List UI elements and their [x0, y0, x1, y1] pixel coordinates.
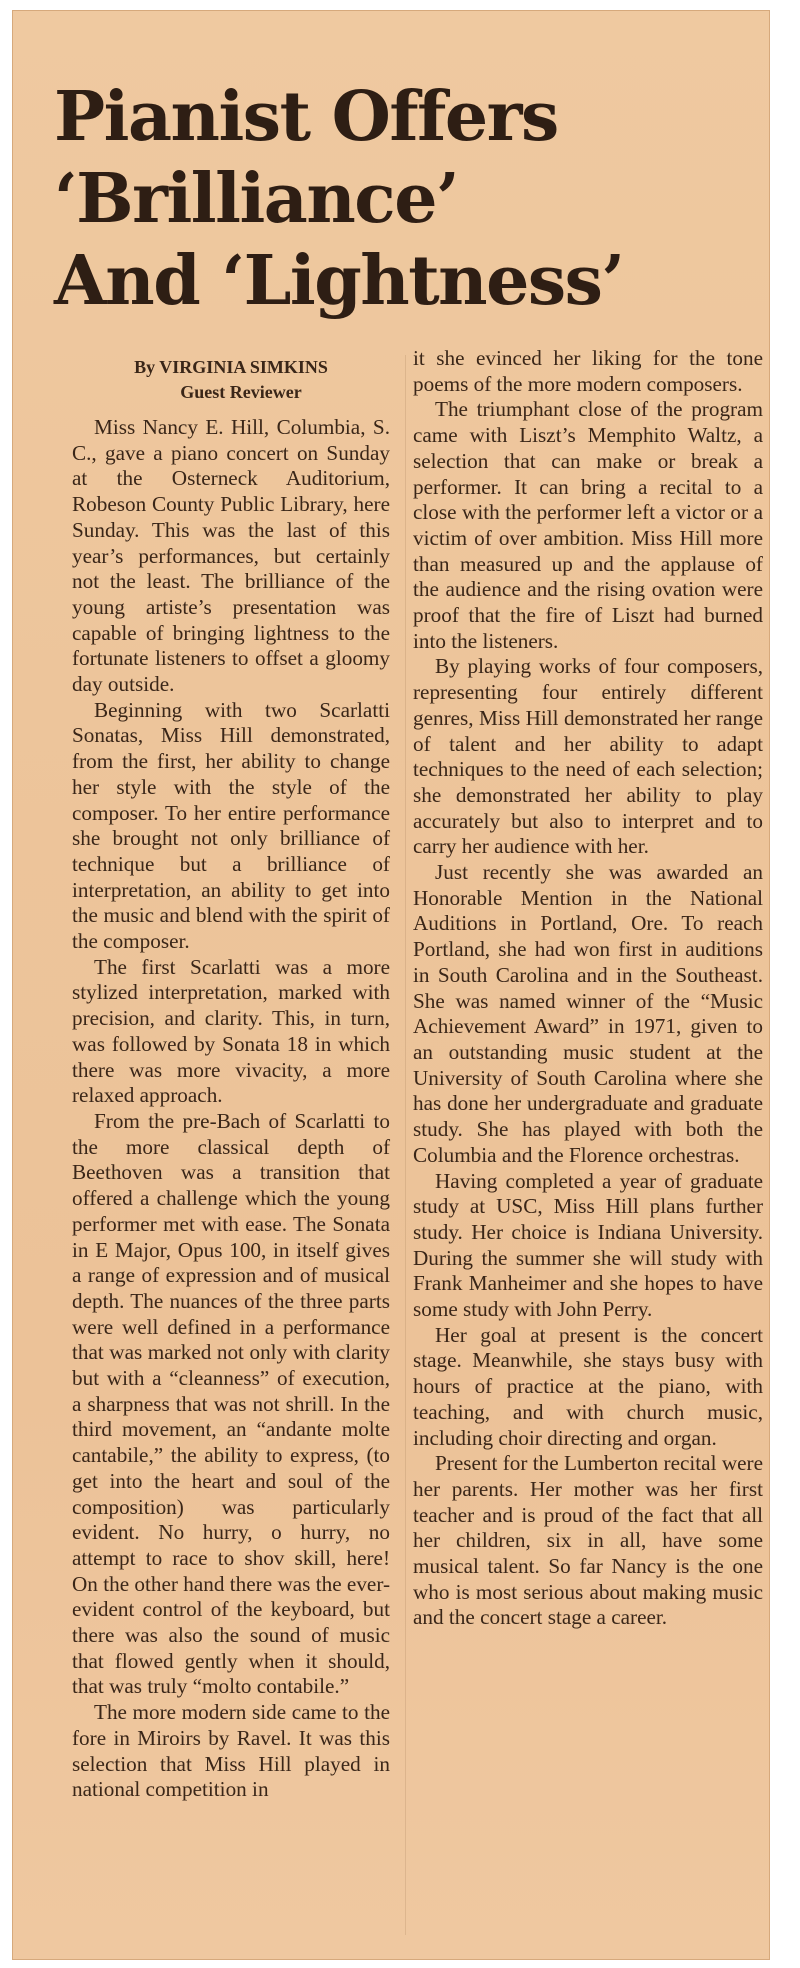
paragraph: Beginning with two Scarlatti Sonatas, Miss Hill demonstrated, from the first, her ability to change her style with the style of the composer. To her entire performance she brought not only brilliance of technique but a brilliance of interpretation, an ability to get into the music and blend with the spirit of the composer. — [72, 697, 390, 954]
paragraph: By playing works of four composers, representing four entirely different genres, Miss Hill demonstrated her range of talent and her ability to adapt techniques to the need of each selection; she demonstrated her ability to play accurately but also to interpret and to carry her audience with her. — [413, 654, 763, 859]
headline-line-2: ‘Brilliance’ — [54, 159, 459, 239]
byline — [72, 355, 390, 405]
byline-role: Guest Reviewer — [180, 382, 302, 402]
paragraph: Miss Nancy E. Hill, Columbia, S. C., gave a piano concert on Sunday at the Osterneck Auditorium, Robeson County Public Library, here Sunday. This was the last of this year’s performances, but certainly not the least. The brilliance of the young artiste’s presentation was capable of bringing lightness to the fortunate listeners to offset a gloomy day outside. — [72, 415, 390, 697]
left-column — [72, 355, 390, 1803]
column-divider — [405, 355, 406, 1935]
paragraph: Present for the Lumberton recital were her parents. Her mother was her first teacher and is proud of the fact that all her children, six in all, have some musical talent. So far Nancy is the one who is most serious about making music and the concert stage a career. — [413, 1451, 763, 1630]
paragraph: The first Scarlatti was a more stylized interpretation, marked with precision, and clarity. This, in turn, was followed by Sonata 18 in which there was more vivacity, a more relaxed approach. — [72, 954, 390, 1108]
headline-line-3: And ‘Lightness’ — [54, 241, 624, 321]
paragraph-continuation: it she evinced her liking for the tone poems of the more modern composers. — [413, 346, 763, 396]
paragraph: Having completed a year of graduate study at USC, Miss Hill plans further study. Her choice is Indiana University. During the summer she will study with Frank Manheimer and she hopes to have some study with John Perry. — [413, 1168, 763, 1322]
headline — [54, 76, 624, 322]
byline-author: By VIRGINIA SIMKINS — [134, 357, 328, 377]
newspaper-clipping — [12, 10, 770, 1960]
paragraph: The more modern side came to the fore in Miroirs by Ravel. It was this selection that Miss Hill played in national competition in — [72, 1700, 390, 1802]
headline-line-1: Pianist Offers — [54, 77, 558, 157]
paragraph: Just recently she was awarded an Honorable Mention in the National Auditions in Portland, Ore. To reach Portland, she had won first in auditions in South Carolina and in the Southeast. She was named winner of the “Music Achievement Award” in 1971, given to an outstanding music student at the University of South Carolina where she has done her undergraduate and graduate study. She has played with both the Columbia and the Florence orchestras. — [413, 860, 763, 1167]
paragraph: Her goal at present is the concert stage. Meanwhile, she stays busy with hours of practice at the piano, with teaching, and with church music, including choir directing and organ. — [413, 1322, 763, 1450]
paragraph: From the pre-Bach of Scarlatti to the more classical depth of Beethoven was a transition that offered a challenge which the young performer met with ease. The Sonata in E Major, Opus 100, in itself gives a range of expression and of musical depth. The nuances of the three parts were well defined in a performance that was marked not only with clarity but with a “cleanness” of execution, a sharpness that was not shrill. In the third movement, an “andante molte cantabile,” the ability to express, (to get into the heart and soul of the composition) was particularly evident. No hurry, o hurry, no attempt to race to shov skill, here! On the other hand there was the ever-evident control of the keyboard, but there was also the sound of music that flowed gently when it should, that was truly “molto contabile.” — [72, 1108, 390, 1699]
paragraph: The triumphant close of the program came with Liszt’s Memphito Waltz, a selection that can make or break a performer. It can bring a recital to a close with the performer left a victor or a victim of over ambition. Miss Hill more than measured up and the applause of the audience and the rising ovation were proof that the fire of Liszt had burned into the listeners. — [413, 397, 763, 653]
right-column — [413, 346, 763, 1631]
